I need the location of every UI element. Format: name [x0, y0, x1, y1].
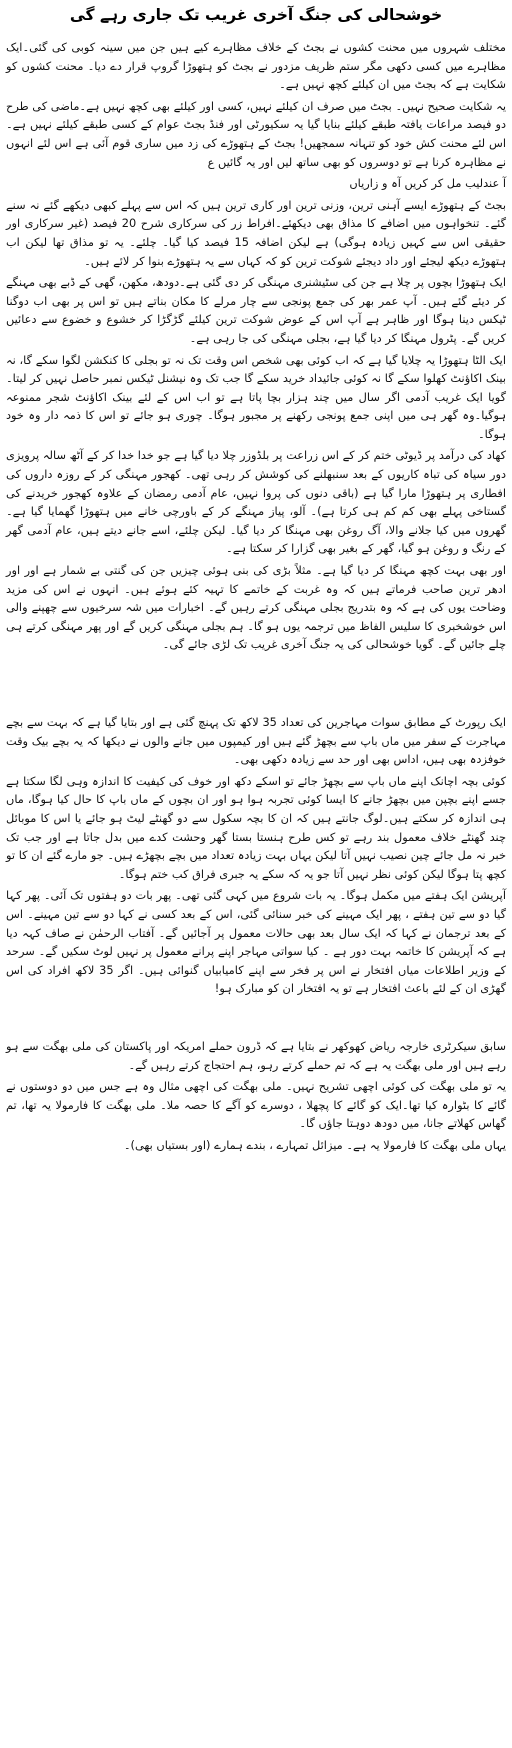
paragraph: آپریشن ایک ہفتے میں مکمل ہوگا۔ یہ بات شروع میں کہی گئی تھی۔ پھر بات دو ہفتوں تک آئی۔ پھر کہا گیا دو سے تین ہفتے ، پھر ایک مہینے کی خبر سنائی گئی، اس کے بعد کسی نے کہا دو سے تین مہینے۔ اس کے بعد ترجمان نے کہا کہ ایک سال بعد بھی حالات معمول پر آجائیں گے۔ آفتاب الرحمٰن نے صاف کہہ دیا ہے کہ آپریشن کا خاتمہ بہت دور ہے ۔ کیا سواتی مہاجر اپنے پرانے معمول پر نہیں لوٹ سکیں گے۔ سرحد کے وزیر اطلاعات میاں افتخار نے اس پر فخر سے اپنے کامیابیاں گنوائی ہیں۔ اگر 35 لاکھ افراد کی اس گھڑی ان کے لئے باعث افتخار ہے تو یہ افتخار ان کو مبارک ہو! [6, 888, 506, 996]
article-section-swat [6, 713, 506, 998]
paragraph: یہ شکایت صحیح نہیں۔ بجٹ میں صرف ان کیلئے نہیں، کسی اور کیلئے بھی کچھ نہیں ہے۔ماضی کی طرح دو فیصد مراعات یافتہ طبقے کیلئے بنایا گیا یہ سکیورٹی اور فنڈ بجٹ عوام کے کسی طبقے کیلئے نہیں ہے۔اس لئے محنت کش خود کو تنہانہ سمجھیں! بجٹ کے ہتھوڑے کی زد میں ساری قوم آئی ہے اس لئے انہوں نے مظاہرہ کرنا ہے تو دوسروں کو بھی ساتھ لیں اور یہ گائیں ع [6, 98, 506, 169]
paragraph: ایک رپورٹ کے مطابق سوات مہاجرین کی تعداد 35 لاکھ تک پہنچ گئی ہے اور بتایا گیا ہے کہ بہت سے بچے مہاجرت کے سفر میں ماں باپ سے بچھڑ گئے ہیں اور کیمپوں میں جانے والوں نے دیکھا کہ یہ بچے بیک وقت خوفزدہ بھی ہیں، اداس بھی اور حد سے زیادہ دکھی بھی۔ [6, 715, 506, 767]
section-gap [6, 657, 506, 713]
paragraph: یہاں ملی بھگت کا فارمولا یہ ہے۔ میزائل تمہارے ، بندے ہمارے (اور بستیاں بھی)۔ [123, 1137, 506, 1152]
paragraph: سابق سیکرٹری خارجہ ریاض کھوکھر نے بتایا ہے کہ ڈرون حملے امریکہ اور پاکستان کی ملی بھگت سے ہو رہے ہیں اور ملی بھگت یہ ہے کہ تم حملے کرتے رہو، ہم احتجاج کرتے رہیں گے۔ [6, 1038, 506, 1072]
paragraph: ایک الٹا ہتھوڑا یہ چلایا گیا ہے کہ اب کوئی بھی شخص اس وقت تک نہ تو بجلی کا کنکشن لگوا سکے گا، نہ بینک اکاؤنٹ کھلوا سکے گا نہ کوئی جائیداد خرید سکے گا جب تک وہ نیشنل ٹیکس نمبر حاصل نہیں کر لیتا۔گویا ایک غریب آدمی اگر سال میں چند ہزار بچا پاتا ہے تو اب اس کے لئے بینک اکاؤنٹ شجر ممنوعہ ہوگیا۔وہ گھر ہی میں اپنی جمع پونجی رکھنے پر مجبور ہوگا۔ چوری ہو جائے تو اس کا ذمہ دار وہ خود ہوگا۔ [6, 352, 506, 441]
paragraph: کوئی بچہ اچانک اپنے ماں باپ سے بچھڑ جائے تو اسکے دکھ اور خوف کی کیفیت کا اندازہ وہی لگا سکتا ہے جسے اپنے بچپن میں بچھڑ جانے کا ایسا کوئی تجربہ ہوا ہو اور ان بچوں کے ماں باپ کا حال کیا ہوگا، ماں ہی اندازہ کر سکتے ہیں۔لوگ جانتے ہیں کہ ان کا بچہ سکول سے دو گھنٹے لیٹ ہو جائے یا اس کا موبائل چند گھنٹے خلاف معمول بند رہے تو کس طرح ہنستا بستا گھر وحشت کدے میں بدل جاتا ہے اور جب تک خبر نہ مل جائے چین نصیب نہیں آتا لیکن یہاں بہت زیادہ تعداد میں بچے بچھڑے ہیں۔ جو مارے گئے ان کا تو کچھ پتا ہوگا لیکن کوئی نظر نہیں آتا جو یہ کہ سکے یہ جبری فراق کب ختم ہوگا۔ [6, 773, 506, 881]
paragraph: یہ تو ملی بھگت کی کوئی اچھی تشریح نہیں۔ ملی بھگت کی اچھی مثال وہ ہے جس میں دو دوستوں نے گائے کا بٹوارہ کیا تھا۔ایک کو گائے کا پچھلا ، دوسرے کو آگے کا حصہ ملا۔ ملی بھگت کا فارمولا یہ تھا، تم گھاس کھلاتے جانا، میں دودھ دوہتا جاؤں گا۔ [6, 1079, 506, 1131]
article-section-drones [6, 1037, 506, 1155]
paragraph: مختلف شہروں میں محنت کشوں نے بجٹ کے خلاف مظاہرے کیے ہیں جن میں سینہ کوبی کی گئی۔ایک مظاہرے میں کسی دکھی مگر ستم ظریف مزدور نے بجٹ کو ہتھوڑا گروپ قرار دے دیا۔ محنت کشوں کو شکایت ہے کہ بجٹ میں ان کیلئے کچھ نہیں ہے۔ [6, 40, 506, 92]
paragraph: کھاد کی درآمد پر ڈیوٹی ختم کر کے اس زراعت پر بلڈوزر چلا دیا گیا ہے جو خدا خدا کر کے آٹھ سالہ پرویزی دور سیاہ کی تباہ کاریوں کے بعد سنبھلنے کی کوشش کر رہی تھی۔ کھجور مہنگی کر کے روزہ داروں کی افطاری پر ہتھوڑا مارا گیا ہے (باقی دنوں کی پروا نہیں، عام آدمی رمضان کے علاوہ کھجور خریدنے کی گستاخی پہلے بھی کم کم ہی کرتا ہے)۔ آلو، پیاز مہنگے کر کے باورچی خانے میں ہتھوڑا گھمایا گیا ہے۔ گھروں میں کیا جلانے والا، آگ روغن بھی مہنگا کر دیا گیا۔ لیکن چلئے، اسے جانے دیتے ہیں، عام آدمی گھر کے رنگ و روغن ہو گیا، گھر کے بغیر بھی گزارا کر سکتا ہے۔ [6, 448, 506, 556]
article-section-budget [6, 38, 506, 654]
paragraph: ایک ہتھوڑا بچوں پر چلا ہے جن کی سٹیشنری مہنگی کر دی گئی ہے۔دودھ، مکھن، گھی کے ڈبے بھی مہنگے کر دیئے گئے ہیں۔ آپ عمر بھر کی جمع پونجی سے چار مرلے کا مکان بناتے ہیں تو اس پر بھی اب دوگنا ٹیکس دینا ہوگا اور ظاہر ہے آپ اس کے عوض شوکت ترین کیلئے گڑگڑا کر خشوع و خضوع سے دعائیں کریں گے۔ پٹرول مہنگا کر دیا گیا ہے، بجلی مہنگی کی جا رہی ہے۔ [6, 275, 506, 345]
section-gap [6, 1001, 506, 1037]
headline: خوشحالی کی جنگ آخری غریب تک جاری رہے گی [69, 6, 443, 24]
paragraph: اور بھی بہت کچھ مہنگا کر دیا گیا ہے۔ مثلاً بڑی کی بنی ہوئی چیزیں جن کی گنتی بے شمار ہے اور اور ادھر ترین صاحب فرماتے ہیں کہ وہ غربت کے خاتمے کا تہیہ کئے ہوئے ہیں۔ انہوں نے اس کی مزید وضاحت یوں کی ہے کہ وہ بتدریج بجلی مہنگی کرتے رہیں گے۔ اخبارات میں شہ سرخیوں سے چھپنے والی اس خوشخبری کا سلیس الفاظ میں ترجمہ یوں ہو گا۔ ہم بجلی مہنگی کریں گے اور پھر مہنگی کرتے ہی چلے جائیں گے۔ گویا خوشحالی کی یہ جنگ آخری غریب تک لڑی جائے گی۔ [6, 563, 506, 652]
poetry-line: آ عندلیب مل کر کریں آہ و زاریاں [349, 176, 506, 191]
paragraph: بجٹ کے ہتھوڑے ایسے آہنی ترین، وزنی ترین اور کاری ترین ہیں کہ اس سے پہلے کبھی دیکھے گئے نہ سنے گئے۔ تنخواہوں میں اضافے کا مذاق بھی دیکھئے۔افراط زر کی سرکاری شرح 20 فیصد (غیر سرکاری اور حقیقی اس سے کہیں زیادہ ہوگی) ہے لیکن اضافہ 15 فیصد کیا گیا۔ چلئے۔ یہ تو مذاق تھا لیکن اب ہتھوڑے دیکھ لیجئے اور داد دیجئے شوکت ترین کو کہ کہاں سے یہ ہتھوڑے بنوا کر لائے ہیں۔ [6, 197, 506, 268]
